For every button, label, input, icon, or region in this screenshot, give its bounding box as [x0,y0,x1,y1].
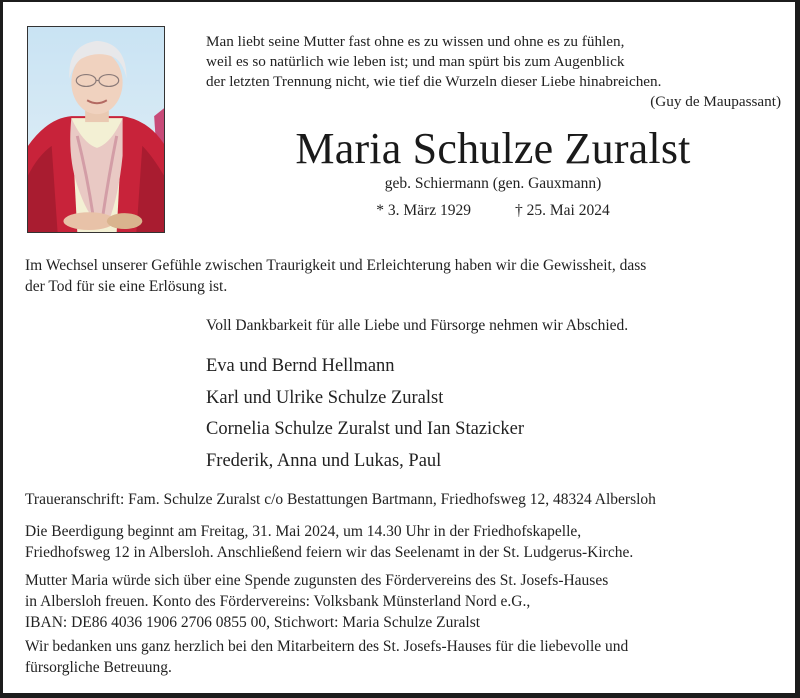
portrait-photo [27,26,165,233]
farewell-statement: Voll Dankbarkeit für alle Liebe und Fürsorge nehmen wir Abschied. [206,317,629,334]
maiden-name: geb. Schiermann (gen. Gauxmann) [384,175,602,192]
memorial-quote [206,32,781,112]
mourners-list [206,351,766,477]
quote-line: der letzten Trennung nicht, wie tief die Wurzeln dieser Liebe hinabreichen. [206,73,662,90]
funeral-line: Die Beerdigung beginnt am Freitag, 31. Mai 2024, um 14.30 Uhr in der Friedhofskapelle, [25,523,582,540]
funeral-line: Friedhofsweg 12 in Albersloh. Anschließend feiern wir das Seelenamt in der St. Ludgerus-Kirche. [25,544,634,561]
quote-author: (Guy de Maupassant) [650,93,781,110]
donation-line: IBAN: DE86 4036 1906 2706 0855 00, Stichwort: Maria Schulze Zuralst [25,614,481,631]
donation-line: Mutter Maria würde sich über eine Spende zugunsten des Fördervereins des St. Josefs-Hauses [25,572,609,589]
donation-line: in Albersloh freuen. Konto des Fördervereins: Volksbank Münsterland Nord e.G., [25,593,531,610]
mourner: Karl und Ulrike Schulze Zuralst [206,387,444,408]
thanks-line: fürsorgliche Betreuung. [25,659,172,676]
mourner: Frederik, Anna und Lukas, Paul [206,450,442,471]
portrait-illustration [28,27,164,232]
quote-line: weil es so natürlich wie leben ist; und man spürt bis zum Augenblick [206,53,625,70]
mourner: Eva und Bernd Hellmann [206,356,395,376]
mourning-address: Traueranschrift: Fam. Schulze Zuralst c/o Bestattungen Bartmann, Friedhofsweg 12, 48324 Albersloh [25,491,656,508]
donation-info [25,570,795,633]
intro-line: der Tod für sie eine Erlösung ist. [25,278,228,295]
death-date: † 25. Mai 2024 [514,202,610,219]
mourner: Cornelia Schulze Zuralst und Ian Stazicker [206,419,524,439]
deceased-name: Maria Schulze Zuralst [295,124,691,173]
quote-line: Man liebt seine Mutter fast ohne es zu wissen und ohne es zu fühlen, [206,33,625,50]
birth-date: * 3. März 1929 [376,202,471,219]
funeral-details [25,521,795,563]
life-dates [243,200,743,222]
intro-paragraph [25,255,795,297]
thanks-line: Wir bedanken uns ganz herzlich bei den Mitarbeitern des St. Josefs-Hauses für die liebevolle und [25,638,629,655]
thanks-note [25,636,795,678]
intro-line: Im Wechsel unserer Gefühle zwischen Traurigkeit und Erleichterung haben wir die Gewissheit, dass [25,257,647,274]
